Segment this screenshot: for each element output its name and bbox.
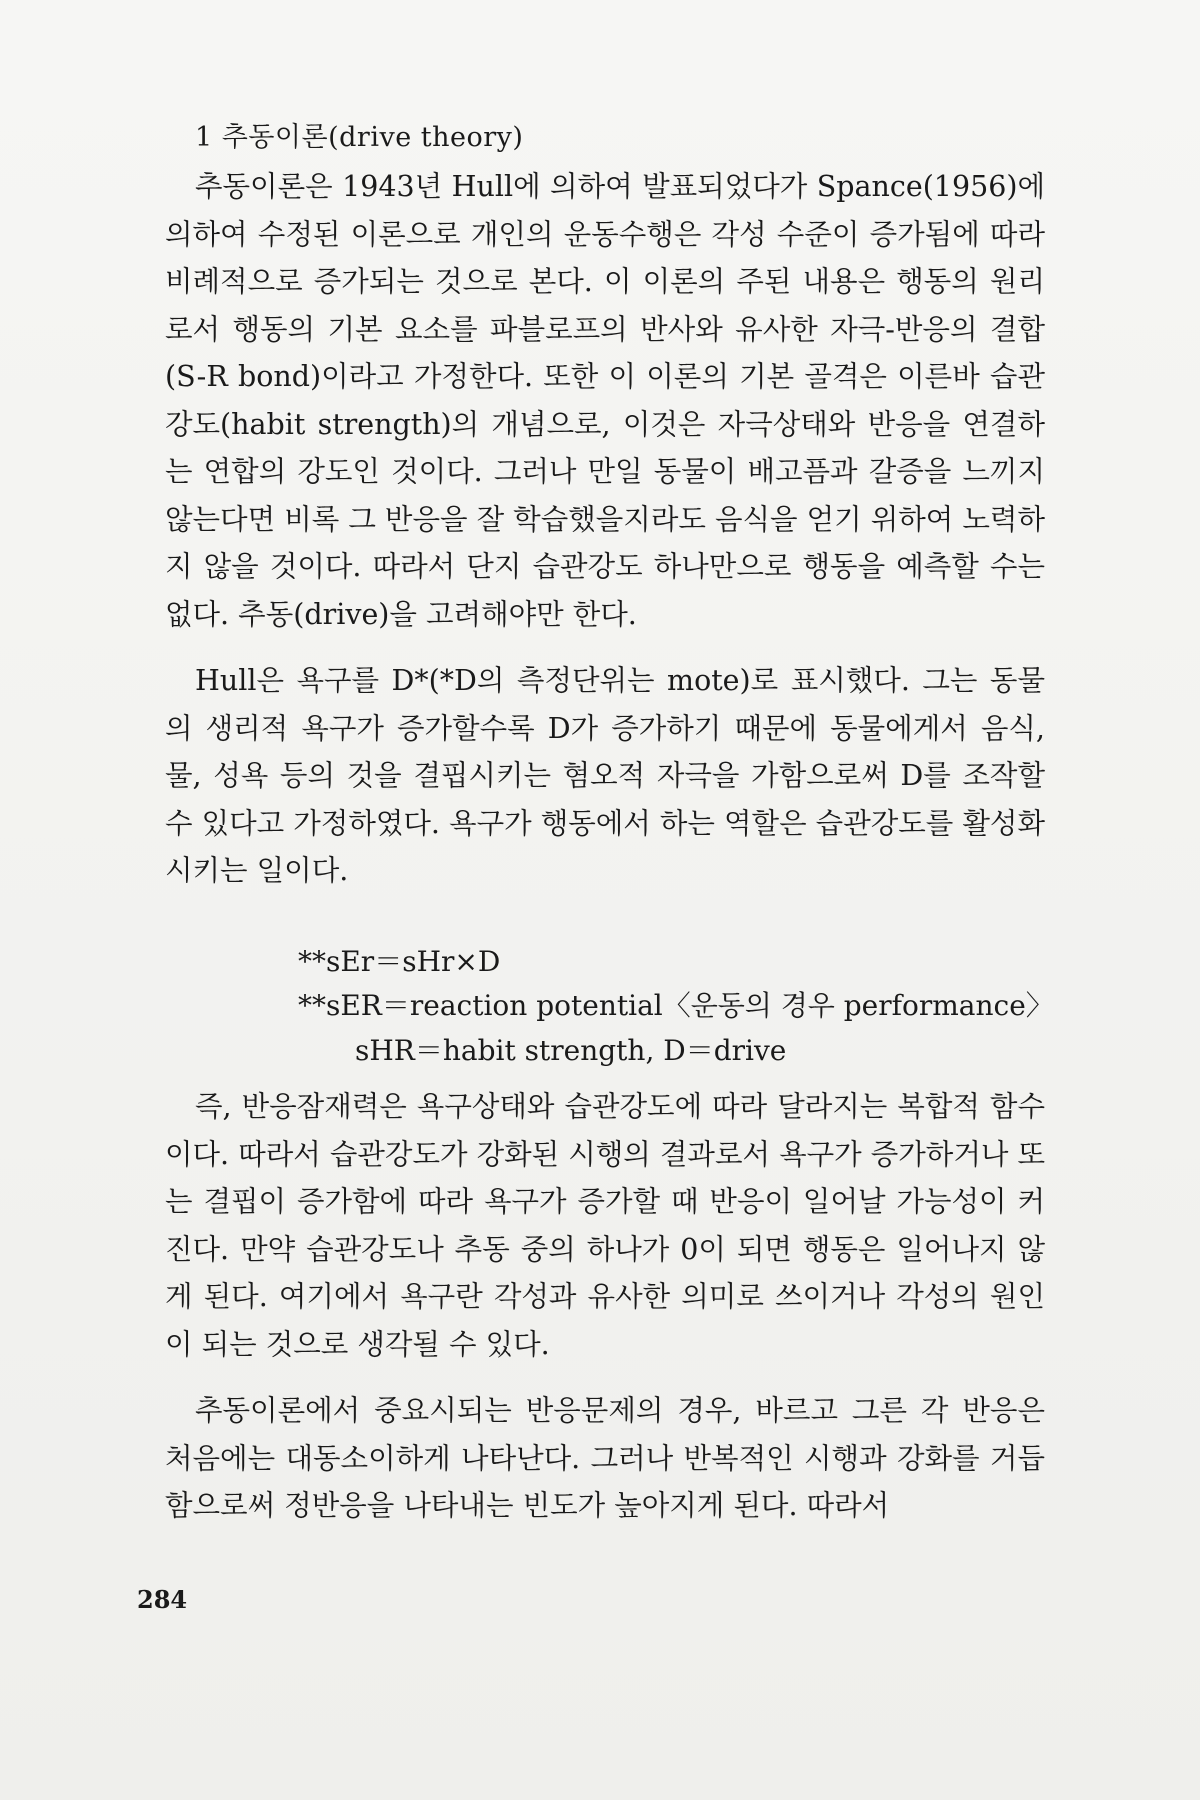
paragraph-drive-theory-intro: 추동이론은 1943년 Hull에 의하여 발표되었다가 Spance(1956)에 의하여 수정된 이론으로 개인의 운동수행은 각성 수준이 증가됨에 따라 비례적으로 증가되는 것으로 본다. 이 이론의 주된 내용은 행동의 원리로서 행동의 기본 요소를 파블로프의 반사와 유사한 자극-반응의 결합(S-R bond)이라고 가정한다. 또한 이 이론의 기본 골격은 이른바 습관강도(habit strength)의 개념으로, 이것은 자극상태와 반응을 연결하는 연합의 강도인 것이다. 그러나 만일 동물이 배고픔과 갈증을 느끼지 않는다면 비록 그 반응을 잘 학습했을지라도 음식을 얻기 위하여 노력하지 않을 것이다. 따라서 단지 습관강도 하나만으로 행동을 예측할 수는 없다. 추동(drive)을 고려해야만 한다. (165, 170, 1045, 631)
formula-definition-shr: sHR＝habit strength, D＝drive (355, 1034, 787, 1067)
paragraph-reaction-potential: 즉, 반응잠재력은 욕구상태와 습관강도에 따라 달라지는 복합적 함수이다. 따라서 습관강도가 강화된 시행의 결과로서 욕구가 증가하거나 또는 결핍이 증가함에 따라 욕구가 증가할 때 반응이 일어날 가능성이 커진다. 만약 습관강도나 추동 중의 하나가 0이 되면 행동은 일어나지 않게 된다. 여기에서 욕구란 각성과 유사한 의미로 쓰이거나 각성의 원인이 되는 것으로 생각될 수 있다. (165, 1090, 1045, 1361)
paragraph-hull-drive: Hull은 욕구를 D*(*D의 측정단위는 mote)로 표시했다. 그는 동물의 생리적 욕구가 증가할수록 D가 증가하기 때문에 동물에게서 음식, 물, 성욕 등의 것을 결핍시키는 혐오적 자극을 가함으로써 D를 조작할 수 있다고 가정하였다. 욕구가 행동에서 하는 역할은 습관강도를 활성화시키는 일이다. (165, 664, 1045, 887)
paragraph-response-problem: 추동이론에서 중요시되는 반응문제의 경우, 바르고 그른 각 반응은 처음에는 대동소이하게 나타난다. 그러나 반복적인 시행과 강화를 거듭함으로써 정반응을 나타내는 빈도가 높아지게 된다. 따라서 (165, 1394, 1045, 1522)
section-heading: 1 추동이론(drive theory) (195, 122, 524, 153)
page-number: 284 (137, 1585, 188, 1614)
formula-definition-ser: **sER＝reaction potential〈운동의 경우 performance〉 (298, 989, 1054, 1022)
formula-reaction-potential: **sEr＝sHr×D (298, 945, 501, 978)
